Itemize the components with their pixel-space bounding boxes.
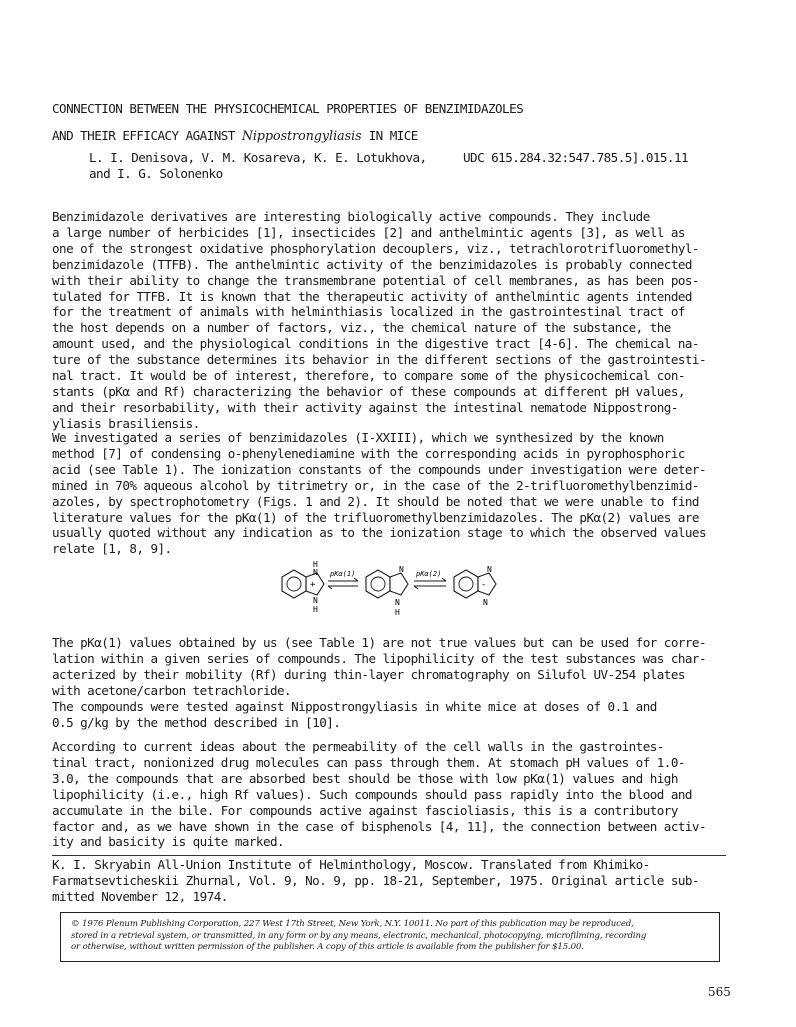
neutral-n-bottom: N [395,598,400,607]
para5-line: According to current ideas about the permeability of the cell walls in the gastrointes- [52,739,664,754]
paragraph-5 [52,739,726,850]
ionization-scheme [268,559,528,625]
para3-line: The pKα(1) values obtained by us (see Table 1) are not true values but can be used for corre- [52,635,706,650]
paragraph-1 [52,209,726,432]
cation-h-top: H [313,560,318,569]
footnote-rule [52,855,726,856]
para1-line: nal tract. It would be of interest, therefore, to compare some of the physicochemical con- [52,368,685,384]
para2-line: usually quoted without any indication as to the ionization stage to which the observed values [52,525,706,541]
para1-line: ture of the substance determines its behavior in the different sections of the gastrointesti- [52,352,706,368]
para5-line: ity and basicity is quite marked. [52,834,285,850]
para2-line: We investigated a series of benzimidazoles (I-XXIII), which we synthesized by the known [52,430,664,445]
benzimidazolide-anion-structure [454,570,496,598]
paragraph-3 [52,635,726,699]
article-title [52,96,752,149]
copyright-line: © 1976 Plenum Publishing Corporation, 227 West 17th Street, New York, N.Y. 10011. No part of this publication may be reproduced, [71,919,634,929]
anion-minus: - [481,580,487,590]
para2-line: literature values for the pKα(1) of the trifluoromethylbenzimidazoles. The pKα(2) values are [52,509,699,525]
para5-line: accumulate in the bile. For compounds active against fascioliasis, this is a contributory [52,802,678,818]
para1-line: a large number of herbicides [1], insecticides [2] and anthelmintic agents [3], as well as [52,224,685,240]
title-italic-species: Nippostrongyliasis [241,127,362,143]
title-line-2 [52,123,752,150]
paragraph-2 [52,430,726,557]
footnote-line: K. I. Skryabin All-Union Institute of Helminthology, Moscow. Translated from Khimiko- [52,857,650,872]
para2-line: relate [1, 8, 9]. [52,541,172,557]
title-line-1: CONNECTION BETWEEN THE PHYSICOCHEMICAL PROPERTIES OF BENZIMIDAZOLES [52,101,524,116]
cation-n-bottom: N [313,596,318,605]
para1-line: and their resorbability, with their activity against the intestinal nematode Nippostrong- [52,399,678,415]
para4-line: 0.5 g/kg by the method described in [10]. [52,714,341,730]
para1-line: one of the strongest oxidative phosphorylation decouplers, viz., tetrachlorotrifluoromethyl- [52,240,699,256]
para3-line: lation within a given series of compounds. The lipophilicity of the test substances was char- [52,650,706,666]
authors [89,150,469,182]
para1-line: with their ability to change the transmembrane potential of cell membranes, as has been pos- [52,272,699,288]
para1-line: the host depends on a number of factors, viz., the chemical nature of the substance, the [52,320,671,336]
para3-line: with acetone/carbon tetrachloride. [52,682,292,698]
anion-n-bottom: N [483,598,488,607]
para1-line: benzimidazole (TTFB). The anthelmintic activity of the benzimidazoles is probably connected [52,256,692,272]
para2-line: acid (see Table 1). The ionization constants of the compounds under investigation were deter- [52,461,706,477]
cation-n-top: N [313,568,318,577]
copyright-line: stored in a retrieval system, or transmitted, in any form or by any means, electronic, mechanical, photocopying, microfilming, recording [71,930,647,941]
cation-plus: + [310,580,316,590]
authors-line-2: and I. G. Solonenko [89,165,223,181]
para5-line: 3.0, the compounds that are absorbed best should be those with low pKα(1) values and high [52,770,678,786]
anion-n-top: N [487,565,492,574]
para2-line: azoles, by spectrophotometry (Figs. 1 and 2). It should be noted that we were unable to find [52,493,699,509]
copyright-line: or otherwise, without written permission of the publisher. A copy of this article is available from the publisher for $15.00. [71,942,584,952]
para4-line: The compounds were tested against Nippostrongyliasis in white mice at doses of 0.1 and [52,699,657,714]
para3-line: acterized by their mobility (Rf) during thin-layer chromatography on Silufol UV-254 plates [52,666,685,682]
para1-line: stants (pKα and Rf) characterizing the behavior of these compounds at different pH values, [52,383,685,399]
footnote-line: mitted November 12, 1974. [52,888,228,904]
authors-line-1: L. I. Denisova, V. M. Kosareva, K. E. Lotukhova, [89,150,427,165]
equilibrium-arrow-1 [328,578,358,589]
para5-line: factor and, as we have shown in the case of bisphenols [4, 11], the connection between activ- [52,818,706,834]
para1-line: yliasis brasiliensis. [52,415,200,431]
paragraph-4 [52,699,726,731]
para1-line: amount used, and the physiological conditions in the digestive tract [4-6]. The chemical na- [52,336,699,352]
benzimidazole-neutral-structure [366,570,408,598]
cation-h-bottom: H [313,605,318,614]
udc-code: UDC 615.284.32:547.785.5].015.11 [463,150,689,165]
copyright-notice [60,912,720,962]
title-line-2-prefix: AND THEIR EFFICACY AGAINST [52,127,242,143]
para1-line: tulated for TTFB. It is known that the therapeutic activity of anthelmintic agents intended [52,288,692,304]
footnote [52,857,732,905]
para2-line: method [7] of condensing o-phenylenediamine with the corresponding acids in pyrophosphoric [52,445,685,461]
neutral-h-bottom: H [395,608,400,617]
para5-line: tinal tract, nonionized drug molecules can pass through them. At stomach pH values of 1.0- [52,754,685,770]
para1-line: for the treatment of animals with helminthiasis localized in the gastrointestinal tract of [52,304,685,320]
title-line-2-suffix: IN MICE [361,127,418,143]
neutral-n-top: N [399,565,404,574]
pka2-label: pKα(2) [416,570,442,578]
page-number: 565 [708,985,731,999]
equilibrium-arrow-2 [414,578,446,589]
para5-line: lipophilicity (i.e., high Rf values). Such compounds should pass rapidly into the blood and [52,786,692,802]
footnote-line: Farmatsevticheskii Zhurnal, Vol. 9, No. 9, pp. 18-21, September, 1975. Original article sub- [52,872,699,888]
pka1-label: pKα(1) [330,570,356,578]
para1-line: Benzimidazole derivatives are interesting biologically active compounds. They include [52,209,650,224]
para2-line: mined in 70% aqueous alcohol by titrimetry or, in the case of the 2-trifluoromethylbenzimid- [52,477,699,493]
